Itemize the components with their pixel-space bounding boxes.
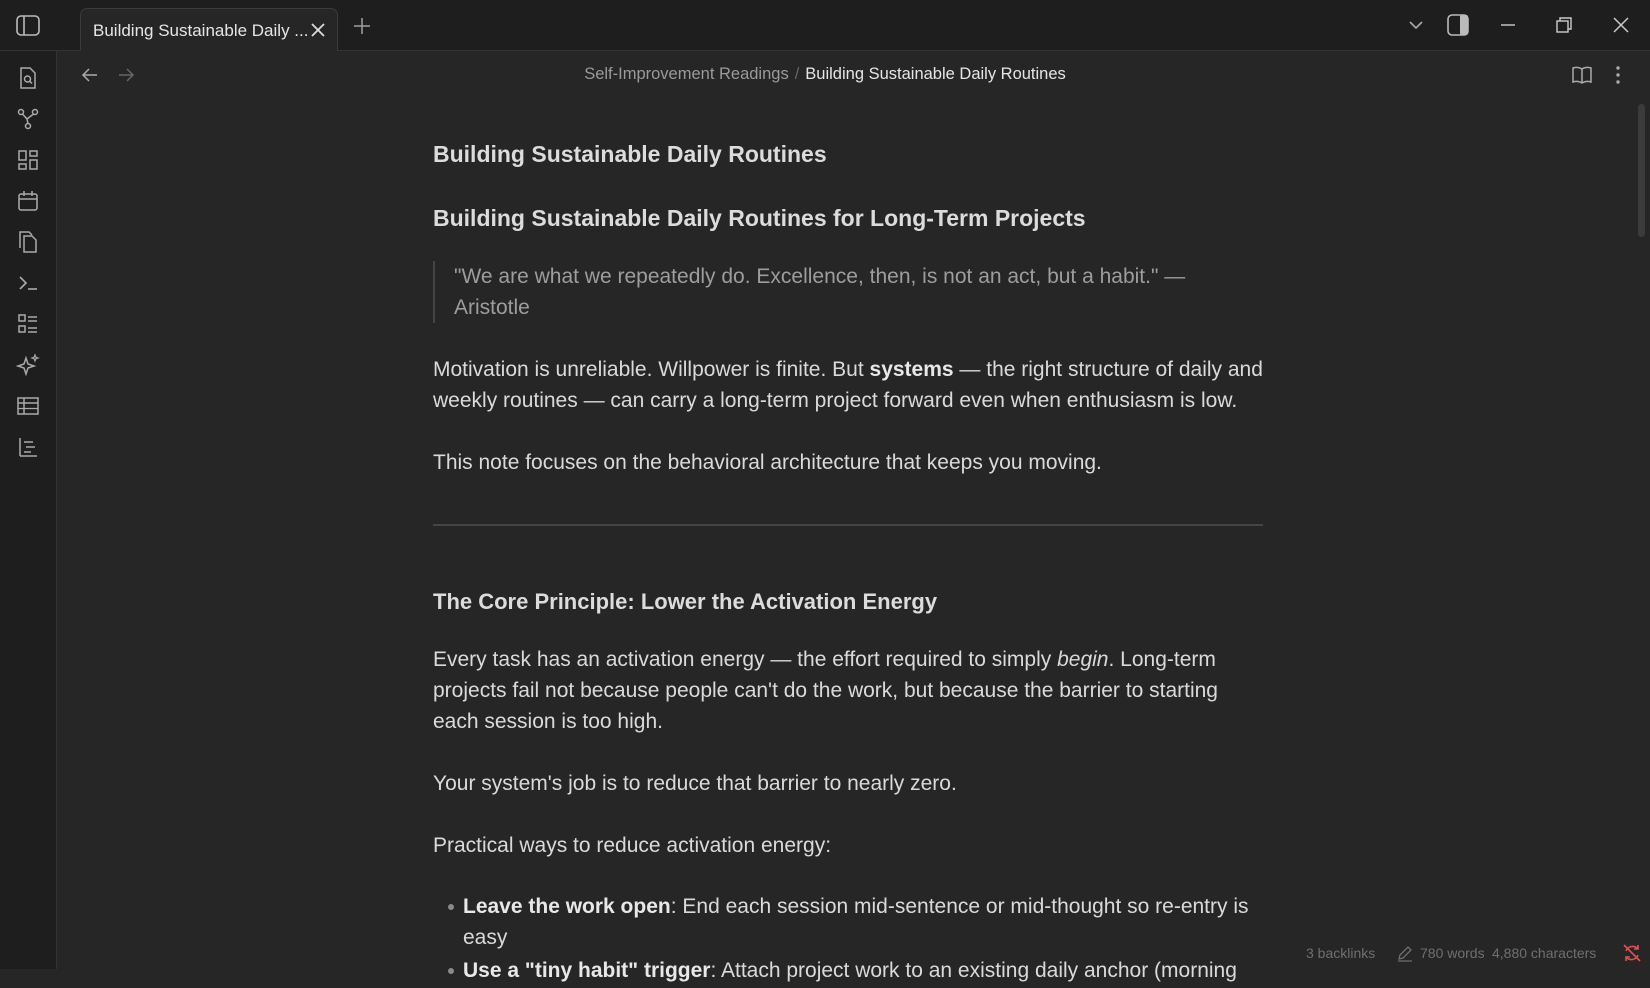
note-content[interactable] — [433, 120, 1263, 988]
list-item — [433, 891, 1263, 953]
list-item — [433, 955, 1263, 986]
status-bar — [1290, 937, 1650, 969]
paragraph-system-job: Your system's job is to reduce that barrier to nearly zero. — [433, 772, 957, 795]
list-item-text: : Attach project work to an existing daily anchor (morning — [710, 959, 1237, 982]
paragraph-activation — [433, 644, 1263, 737]
text-span: — the right structure of daily and weekly routines — can carry a long-term project forward even when enthusiasm is low. — [433, 358, 1263, 412]
character-count: 4,880 characters — [1492, 945, 1597, 961]
sync-error-icon[interactable] — [1622, 943, 1642, 963]
outline-icon[interactable] — [16, 435, 40, 459]
calendar-icon[interactable] — [16, 189, 40, 213]
copy-icon[interactable] — [16, 230, 40, 254]
tab-title: Building Sustainable Daily ... — [93, 21, 309, 40]
more-options-icon[interactable] — [1607, 64, 1629, 86]
scrollbar-thumb[interactable] — [1638, 104, 1645, 237]
text-span: . Long-term projects fail not because people can't do the work, but because the barrier to starting each session is too high. — [433, 648, 1218, 733]
back-arrow-icon[interactable] — [79, 64, 101, 86]
text-span: Every task has an activation energy — the effort required to simply — [433, 648, 1058, 671]
breadcrumb-folder[interactable]: Self-Improvement Readings — [584, 65, 789, 83]
pencil-icon[interactable] — [1396, 944, 1414, 962]
terminal-icon[interactable] — [16, 271, 40, 295]
dashboard-icon[interactable] — [16, 148, 40, 172]
close-tab-icon[interactable] — [309, 21, 327, 39]
paragraph-focus: This note focuses on the behavioral architecture that keeps you moving. — [433, 451, 1102, 474]
graph-icon[interactable] — [16, 107, 40, 131]
list-item-bold: Leave the work open — [463, 895, 671, 918]
divider — [433, 524, 1263, 526]
close-window-icon[interactable] — [1609, 13, 1633, 37]
minimize-icon[interactable] — [1496, 13, 1520, 37]
list-item-text: : End each session mid-sentence or mid-thought so re-entry is easy — [463, 895, 1249, 949]
forward-arrow-icon[interactable] — [115, 64, 137, 86]
list-item-bold: Use a "tiny habit" trigger — [463, 959, 711, 982]
left-ribbon — [0, 51, 57, 969]
quote-block: "We are what we repeatedly do. Excellence, then, is not an act, but a habit." — Aristotle — [433, 261, 1263, 323]
breadcrumb-separator: / — [794, 65, 800, 83]
sidebar-toggle-icon[interactable] — [16, 15, 40, 36]
bullet-icon — [448, 968, 454, 974]
paragraph-practical-ways: Practical ways to reduce activation energy: — [433, 834, 832, 857]
reading-view-icon[interactable] — [1571, 64, 1593, 86]
bullet-icon — [448, 904, 454, 910]
title-bar — [0, 0, 1650, 51]
new-tab-icon[interactable] — [352, 16, 372, 36]
text-span: Motivation is unreliable. Willpower is finite. But — [433, 358, 870, 381]
heading-1: Building Sustainable Daily Routines for Long-Term Projects — [433, 205, 1086, 231]
table-icon[interactable] — [16, 394, 40, 418]
italic-begin: begin — [1057, 648, 1109, 671]
breadcrumb — [300, 65, 1350, 84]
word-count: 780 words — [1420, 945, 1485, 961]
bold-systems: systems — [869, 358, 954, 381]
paragraph-motivation — [433, 354, 1263, 416]
breadcrumb-current[interactable]: Building Sustainable Daily Routines — [805, 65, 1066, 83]
tab-active[interactable] — [80, 8, 338, 51]
heading-core-principle: The Core Principle: Lower the Activation Energy — [433, 589, 938, 614]
note-title[interactable]: Building Sustainable Daily Routines — [433, 141, 827, 167]
chevron-down-icon[interactable] — [1404, 13, 1428, 37]
backlinks-count[interactable]: 3 backlinks — [1306, 945, 1376, 961]
search-file-icon[interactable] — [16, 66, 40, 90]
activation-list — [433, 891, 1263, 986]
sparkle-icon[interactable] — [16, 353, 40, 377]
list-icon[interactable] — [16, 312, 40, 336]
right-sidebar-toggle-icon[interactable] — [1446, 13, 1470, 37]
restore-icon[interactable] — [1552, 13, 1576, 37]
